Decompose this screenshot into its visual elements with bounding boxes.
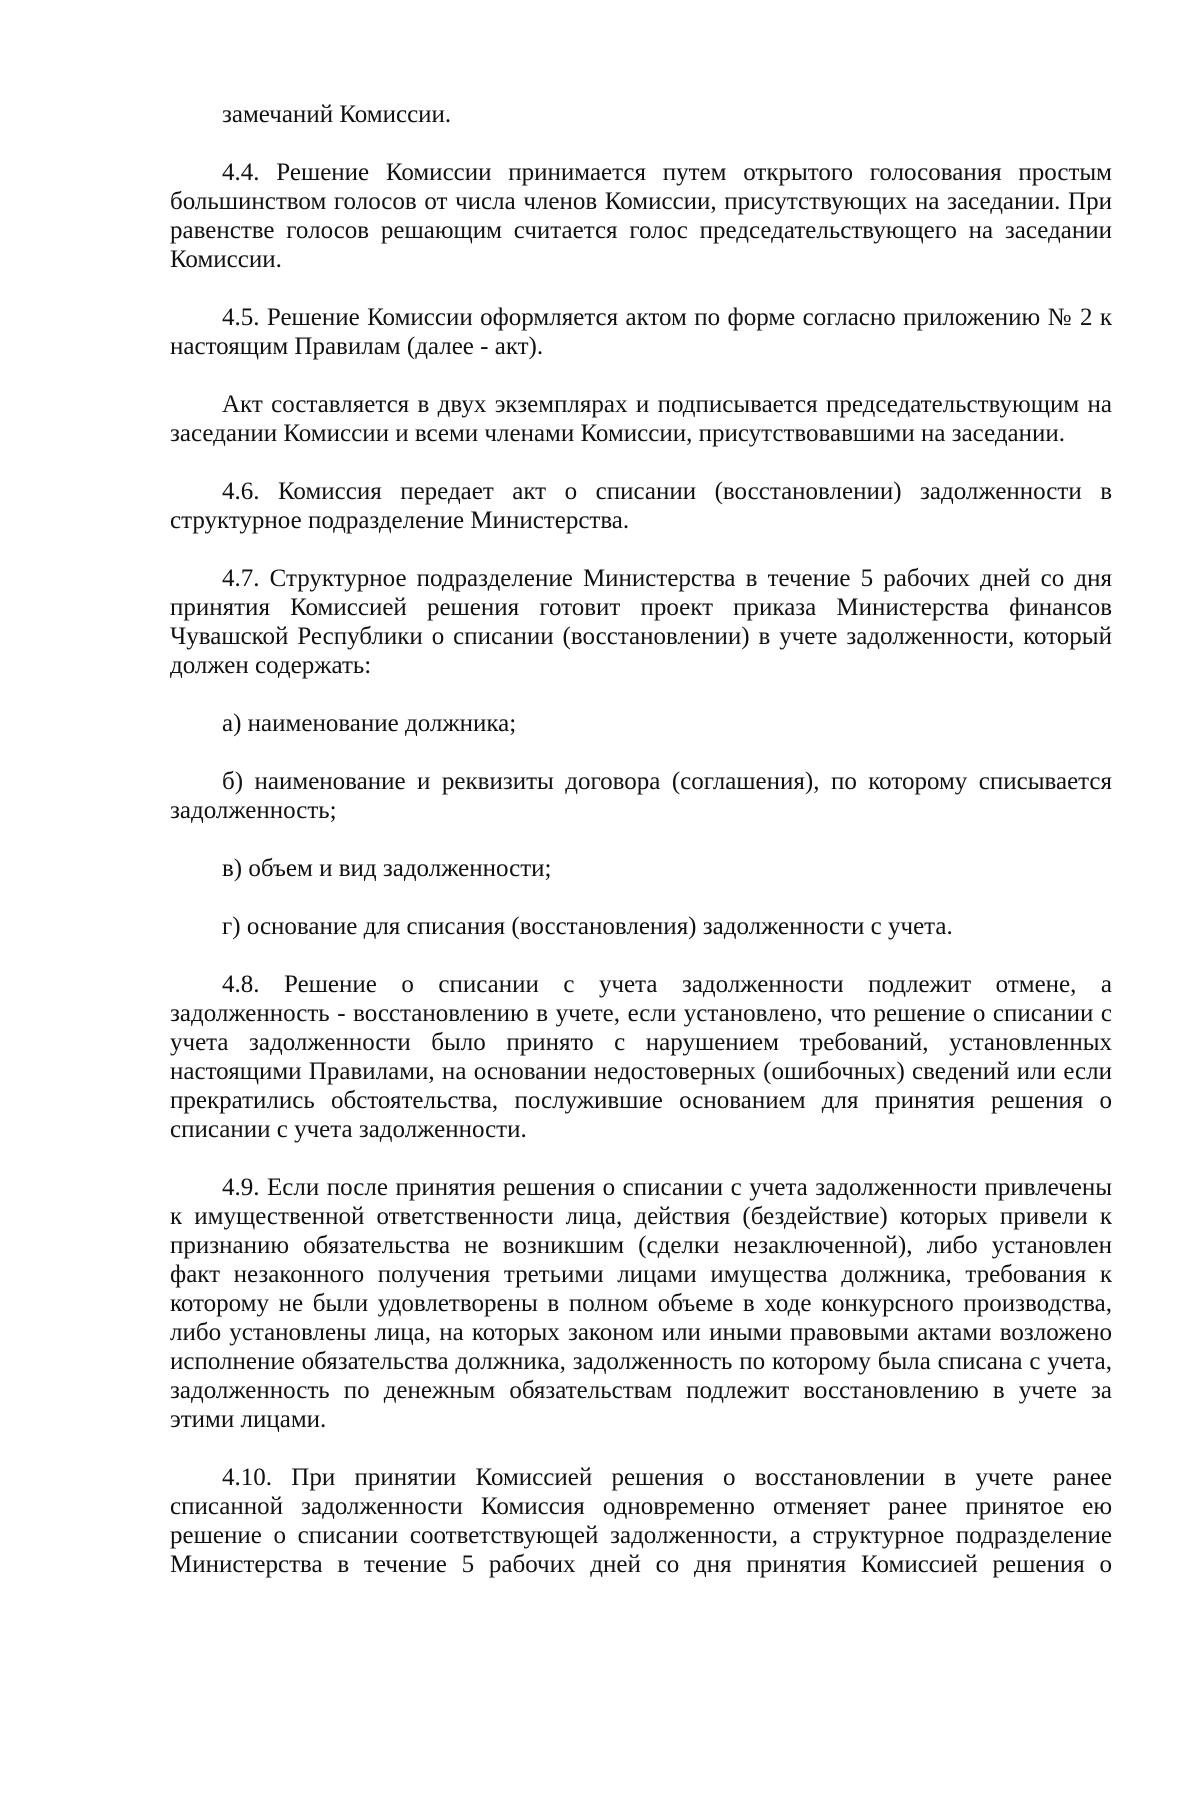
list-item-g: г) основание для списания (восстановления) задолженности с учета.: [222, 913, 953, 940]
document-body: [170, 100, 1112, 1608]
list-item-v: в) объем и вид задолженности;: [222, 855, 552, 882]
paragraph-4-4: 4.4. Решение Комиссии принимается путем открытого голосования простым большинством голосов от числа членов Комиссии, присутствующих на заседании. При равенстве голосов решающим считается голос председательствующего на заседании Комиссии.: [170, 159, 1112, 273]
list-item-a: а) наименование должника;: [222, 710, 517, 737]
paragraph-4-6: 4.6. Комиссия передает акт о списании (восстановлении) задолженности в структурное подразделение Министерства.: [170, 478, 1112, 534]
list-item-b: б) наименование и реквизиты договора (соглашения), по которому списывается задолженность;: [170, 768, 1112, 824]
paragraph-4-9: 4.9. Если после принятия решения о списании с учета задолженности привлечены к имущественной ответственности лица, действия (бездействие) которых привели к признанию обязательства не возникшим (сделки незаключенной), либо установлен факт незаконного получения третьими лицами имущества должника, требования к которому не были удовлетворены в полном объеме в ходе конкурсного производства, либо установлены лица, на которых законом или иными правовыми актами возложено исполнение обязательства должника, задолженность по которому была списана с учета, задолженность по денежным обязательствам подлежит восстановлению в учете за этими лицами.: [170, 1174, 1112, 1433]
paragraph-4-5: 4.5. Решение Комиссии оформляется актом по форме согласно приложению № 2 к настоящим Правилам (далее - акт).: [170, 304, 1112, 360]
paragraph-4-8: 4.8. Решение о списании с учета задолженности подлежит отмене, а задолженность - восстановлению в учете, если установлено, что решение о списании с учета задолженности было принято с нарушением требований, установленных настоящими Правилами, на основании недостоверных (ошибочных) сведений или если прекратились обстоятельства, послужившие основанием для принятия решения о списании с учета задолженности.: [170, 971, 1112, 1143]
paragraph-continuation: замечаний Комиссии.: [222, 101, 452, 128]
paragraph-4-10: 4.10. При принятии Комиссией решения о восстановлении в учете ранее списанной задолженности Комиссия одновременно отменяет ранее принятое ею решение о списании соответствующей задолженности, а структурное подразделение Министерства в течение 5 рабочих дней со дня принятия Комиссией решения о: [170, 1464, 1112, 1578]
paragraph-act: Акт составляется в двух экземплярах и подписывается председательствующим на заседании Комиссии и всеми членами Комиссии, присутствовавшими на заседании.: [170, 391, 1112, 447]
paragraph-4-7: 4.7. Структурное подразделение Министерства в течение 5 рабочих дней со дня принятия Комиссией решения готовит проект приказа Министерства финансов Чувашской Республики о списании (восстановлении) в учете задолженности, который должен содержать:: [170, 565, 1112, 679]
